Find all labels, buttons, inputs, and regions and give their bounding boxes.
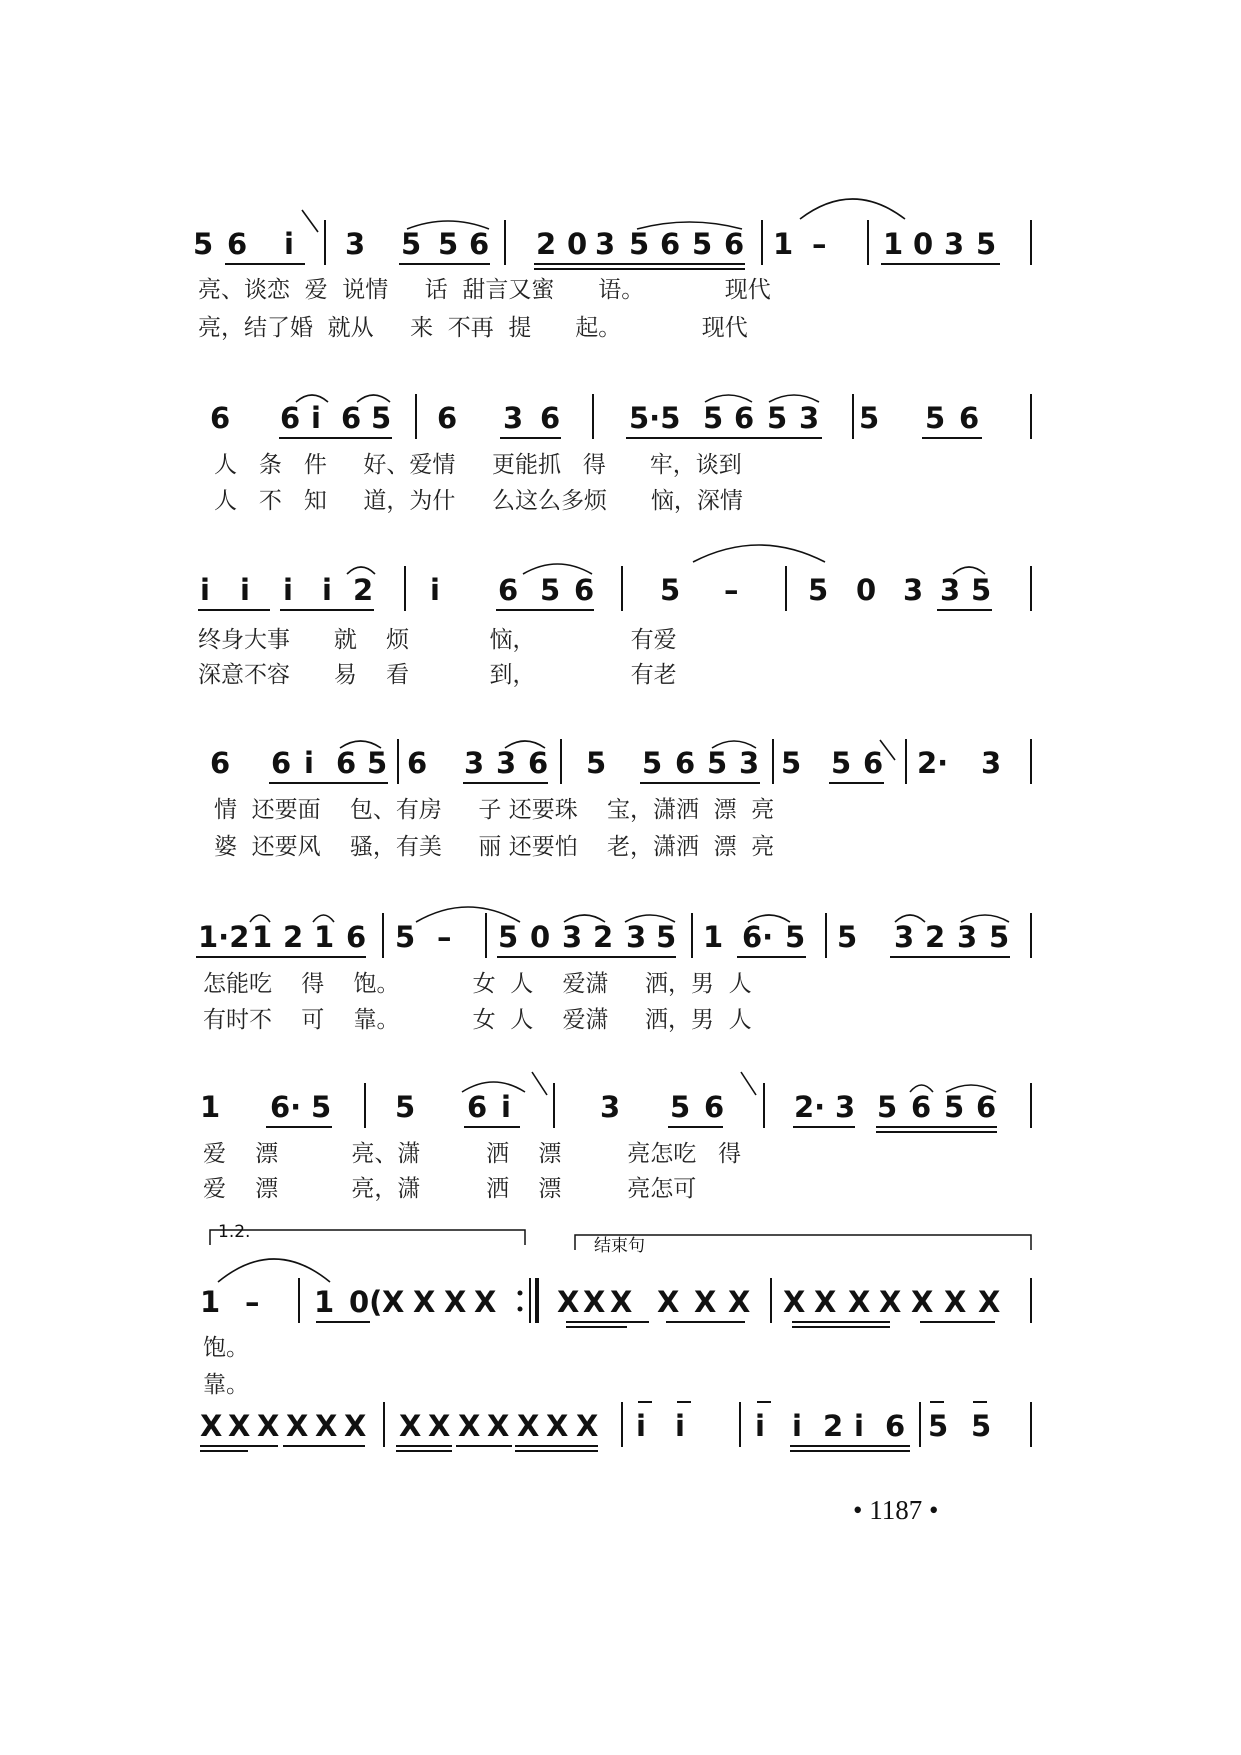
note: 3	[940, 573, 961, 607]
lyric-line: 靠。	[203, 1372, 249, 1398]
note: 1	[703, 920, 724, 954]
note: 6	[528, 746, 549, 780]
note: 1	[200, 1285, 221, 1319]
lyric-line: 亮，结了婚 就从 来 不再 提 起。 现代	[198, 315, 748, 341]
note: X	[444, 1285, 467, 1319]
note: 5	[401, 227, 422, 261]
note: 5	[371, 401, 392, 435]
note: i	[501, 1090, 511, 1124]
note: 3	[894, 920, 915, 954]
note: 5	[976, 227, 997, 261]
note: 5	[586, 746, 607, 780]
note: 5	[367, 746, 388, 780]
note: 2·	[917, 746, 949, 780]
note: 3	[464, 746, 485, 780]
note: 6	[959, 401, 980, 435]
note: –	[437, 920, 452, 954]
note: X	[911, 1285, 934, 1319]
note: 2·	[794, 1090, 826, 1124]
note: 5	[395, 1090, 416, 1124]
lyric-line: 婆 还要风 骚，有美 丽 还要怕 老，潇洒 漂 亮	[214, 834, 775, 860]
note: 3	[981, 746, 1002, 780]
note: 6	[280, 401, 301, 435]
note: X	[413, 1285, 436, 1319]
note: X	[610, 1285, 633, 1319]
note: i	[304, 746, 314, 780]
note: i	[240, 573, 250, 607]
note: 6	[675, 746, 696, 780]
note: 5	[193, 227, 214, 261]
repeat-dot	[518, 1307, 523, 1312]
note: 0	[856, 573, 877, 607]
note: i	[755, 1409, 765, 1443]
note: 3	[600, 1090, 621, 1124]
note: 2	[536, 227, 557, 261]
note: –	[812, 227, 827, 261]
note: 5	[785, 920, 806, 954]
lyric-line: 饱。	[203, 1335, 249, 1361]
note: 3	[503, 401, 524, 435]
note: X	[344, 1409, 367, 1443]
note: 1	[252, 920, 273, 954]
note: 5	[707, 746, 728, 780]
note: 5	[989, 920, 1010, 954]
note: 3	[496, 746, 517, 780]
lyric-line: 情 还要面 包、有房 子 还要珠 宝，潇洒 漂 亮	[214, 797, 775, 823]
note: 6	[724, 227, 745, 261]
note: 6	[227, 227, 248, 261]
note: –	[245, 1285, 260, 1319]
volta-label: 1.2.	[218, 1222, 251, 1242]
note: 6	[467, 1090, 488, 1124]
note: 2	[283, 920, 304, 954]
note: 3	[595, 227, 616, 261]
lyric-line: 人 不 知 道，为什 么这么多烦 恼，深情	[214, 488, 743, 514]
note: 6	[469, 227, 490, 261]
note: X	[583, 1285, 606, 1319]
note: 5	[642, 746, 663, 780]
note: X	[728, 1285, 751, 1319]
note: X	[978, 1285, 1001, 1319]
note: X	[228, 1409, 251, 1443]
note: 6	[498, 573, 519, 607]
note: 5·5	[629, 401, 681, 435]
note: 6	[660, 227, 681, 261]
note: X	[576, 1409, 599, 1443]
note: 5	[971, 1409, 992, 1443]
note: X	[399, 1409, 422, 1443]
note: 6	[574, 573, 595, 607]
note: 6	[210, 746, 231, 780]
lyric-line: 深意不容 易 看 到， 有老	[198, 662, 677, 688]
note: 2	[823, 1409, 844, 1443]
note: 3	[835, 1090, 856, 1124]
note: 5	[928, 1409, 949, 1443]
note: X	[474, 1285, 497, 1319]
note: X	[879, 1285, 902, 1319]
note: 1	[883, 227, 904, 261]
lyric-line: 亮、谈恋 爱 说情 话 甜言又蜜 语。 现代	[198, 277, 771, 303]
note: 5	[703, 401, 724, 435]
slur-arc	[800, 199, 905, 219]
note: 5	[767, 401, 788, 435]
note: 2	[925, 920, 946, 954]
note: X	[694, 1285, 717, 1319]
mordent-mark	[302, 210, 318, 232]
lyric-line: 人 条 件 好、爱情 更能抓 得 牢，谈到	[214, 452, 742, 478]
note: i	[792, 1409, 802, 1443]
note: 0	[913, 227, 934, 261]
note: X	[200, 1409, 223, 1443]
note: 3	[903, 573, 924, 607]
note: 6·	[270, 1090, 302, 1124]
note: 0	[567, 227, 588, 261]
lyric-line: 有时不 可 靠。 女 人 爱潇 洒，男 人	[203, 1007, 752, 1033]
note: 1	[314, 1285, 335, 1319]
note: 5	[837, 920, 858, 954]
note: 6	[210, 401, 231, 435]
note: 6	[271, 746, 292, 780]
note: 2	[593, 920, 614, 954]
note: X	[546, 1409, 569, 1443]
note: 6	[863, 746, 884, 780]
note: 5	[656, 920, 677, 954]
note: X	[286, 1409, 309, 1443]
note: 3	[944, 227, 965, 261]
note: 3	[626, 920, 647, 954]
note: 1·2	[198, 920, 250, 954]
note: 0(	[349, 1285, 383, 1319]
note: –	[724, 573, 739, 607]
note: 3	[739, 746, 760, 780]
note: 0	[530, 920, 551, 954]
note: 5	[877, 1090, 898, 1124]
note: 6	[437, 401, 458, 435]
note: X	[944, 1285, 967, 1319]
repeat-dot	[518, 1291, 523, 1296]
note: 5	[944, 1090, 965, 1124]
note: X	[382, 1285, 405, 1319]
note: i	[284, 227, 294, 261]
note: 6	[540, 401, 561, 435]
note: 5	[540, 573, 561, 607]
note: X	[517, 1409, 540, 1443]
note: 5	[311, 1090, 332, 1124]
note: 5	[660, 573, 681, 607]
lyric-line: 爱 漂 亮，潇 洒 漂 亮怎可	[203, 1176, 697, 1202]
note: 2	[353, 573, 374, 607]
note: X	[657, 1285, 680, 1319]
note: i	[283, 573, 293, 607]
page-number: • 1187 •	[853, 1495, 939, 1525]
note: X	[257, 1409, 280, 1443]
note: 6	[976, 1090, 997, 1124]
note: X	[848, 1285, 871, 1319]
note: 6	[734, 401, 755, 435]
note: 5	[498, 920, 519, 954]
note: i	[430, 573, 440, 607]
note: 5	[971, 573, 992, 607]
note: 5	[925, 401, 946, 435]
slur-arc	[218, 1259, 330, 1282]
note: X	[487, 1409, 510, 1443]
volta-bracket	[210, 1230, 525, 1245]
note: i	[636, 1409, 646, 1443]
note: 1	[773, 227, 794, 261]
note: 1	[200, 1090, 221, 1124]
lyric-line: 爱 漂 亮、潇 洒 漂 亮怎吃 得	[203, 1141, 742, 1167]
note: 5	[859, 401, 880, 435]
note: 6	[341, 401, 362, 435]
note: X	[557, 1285, 580, 1319]
note: 3	[957, 920, 978, 954]
note: 3	[799, 401, 820, 435]
note: 5	[395, 920, 416, 954]
note: 3	[562, 920, 583, 954]
note: X	[315, 1409, 338, 1443]
note: 3	[345, 227, 366, 261]
note: 6	[885, 1409, 906, 1443]
note: 6	[346, 920, 367, 954]
mordent-mark	[741, 1072, 756, 1095]
note: 6	[911, 1090, 932, 1124]
note: 5	[670, 1090, 691, 1124]
slur-arc	[693, 545, 825, 562]
note: i	[675, 1409, 685, 1443]
note: 5	[808, 573, 829, 607]
lyric-line: 怎能吃 得 饱。 女 人 爱潇 洒，男 人	[203, 971, 752, 997]
note: i	[311, 401, 321, 435]
note: i	[322, 573, 332, 607]
ending-label: 结束句	[594, 1236, 645, 1256]
note: 5	[438, 227, 459, 261]
note: 6·	[742, 920, 774, 954]
note: i	[854, 1409, 864, 1443]
note: 1	[314, 920, 335, 954]
mordent-mark	[532, 1072, 547, 1095]
note: i	[200, 573, 210, 607]
note: 5	[831, 746, 852, 780]
note: 6	[704, 1090, 725, 1124]
note: 6	[407, 746, 428, 780]
note: 5	[629, 227, 650, 261]
note: 6	[336, 746, 357, 780]
note: 5	[781, 746, 802, 780]
note: X	[783, 1285, 806, 1319]
note: 5	[692, 227, 713, 261]
note: X	[814, 1285, 837, 1319]
lyric-line: 终身大事 就 烦 恼， 有爱	[198, 627, 677, 653]
note: X	[428, 1409, 451, 1443]
note: X	[458, 1409, 481, 1443]
